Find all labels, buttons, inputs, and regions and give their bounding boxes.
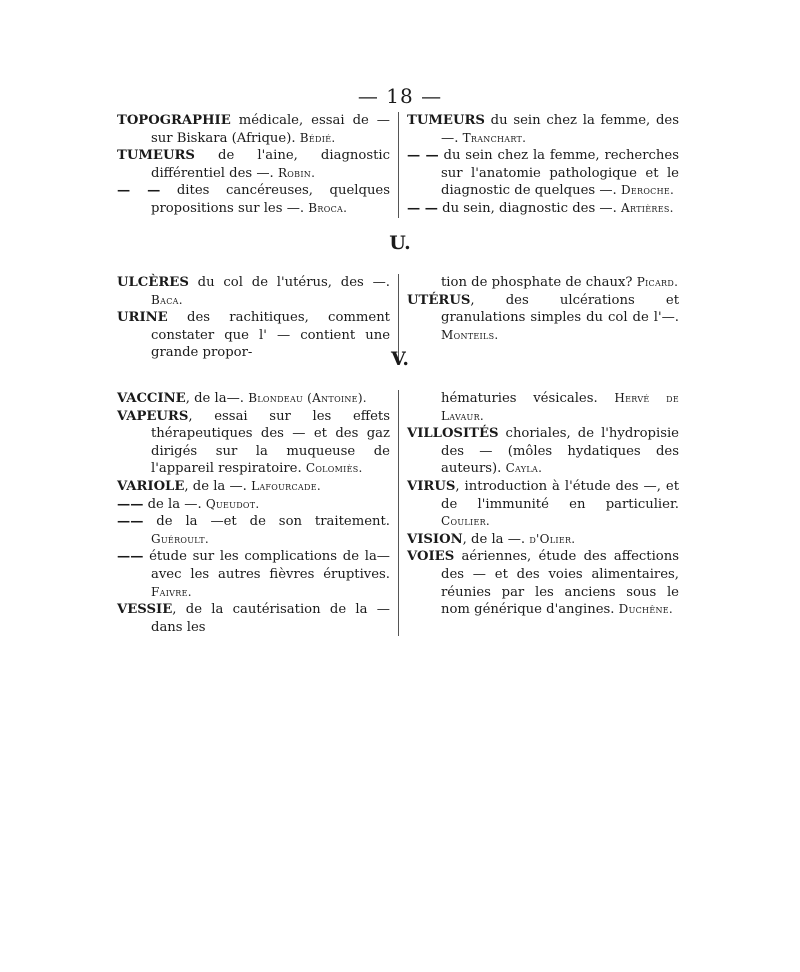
index-entry: ULCÈRES du col de l'utérus, des —. Baca. — [117, 275, 390, 307]
index-column-left — [117, 112, 398, 218]
index-column-left — [117, 390, 398, 636]
index-entry: URINE des rachitiques, comment constater que l' — contient une grande propor- — [117, 310, 390, 361]
index-entry: TUMEURS de l'aine, diagnostic différentiel des —. Robin. — [117, 148, 390, 181]
index-entry: —— de la —. Queudot. — [117, 496, 260, 512]
index-entry: VARIOLE, de la —. Lafourcade. — [117, 478, 321, 494]
index-entry: VIRUS, introduction à l'étude des —, et de l'immunité en particulier. Coulier. — [407, 478, 679, 529]
index-entry: VAPEURS, essai sur les effets thérapeutiques des — et des gaz dirigés sur la muqueuse de l'appareil respiratoire. Colomiès. — [117, 408, 390, 477]
section-letter-v: V. — [390, 348, 410, 370]
index-section-v — [117, 390, 680, 636]
index-entry: — — dites cancéreuses, quelques propositions sur les —. Broca. — [117, 183, 391, 216]
index-entry: VOIES aériennes, étude des affections des — et des voies alimentaires, réunies par les anciens sous le nom générique d'angines. Duchêne. — [407, 549, 679, 618]
index-entry: UTÉRUS, des ulcérations et granulations simples du col de l'—. Monteils. — [407, 292, 679, 342]
index-entry-continuation: tion de phosphate de chaux? Picard. — [441, 275, 679, 290]
index-entry: VACCINE, de la—. Blondeau (Antoine). — [117, 391, 367, 406]
index-entry: TOPOGRAPHIE médicale, essai de — sur Biskara (Afrique). Bédié. — [117, 113, 390, 146]
section-letter-u: U. — [389, 232, 411, 254]
index-entry: VILLOSITÉS choriales, de l'hydropisie des — (môles hydatiques des auteurs). Cayla. — [407, 426, 679, 477]
index-column-right — [398, 390, 679, 636]
index-section-t — [117, 112, 680, 218]
page-number: — 18 — — [357, 84, 443, 108]
index-entry: TUMEURS du sein chez la femme, des —. Tranchart. — [407, 113, 679, 146]
index-entry: —— de la —et de son traitement. Guéroult. — [117, 514, 390, 546]
index-entry: VISION, de la —. d'Olier. — [407, 531, 576, 547]
index-entry: — — du sein chez la femme, recherches sur l'anatomie pathologique et le diagnostic de quelques —. Deroche. — [407, 148, 679, 199]
index-entry: — — du sein, diagnostic des —. Artières. — [407, 200, 674, 216]
index-column-right — [398, 112, 679, 218]
index-entry: —— étude sur les complications de la—avec les autres fièvres éruptives. Faivre. — [117, 549, 390, 599]
index-entry: VESSIE, de la cautérisation de la — dans les — [117, 602, 390, 635]
index-entry-continuation: hématuries vésicales. Hervé de Lavaur. — [441, 391, 679, 423]
